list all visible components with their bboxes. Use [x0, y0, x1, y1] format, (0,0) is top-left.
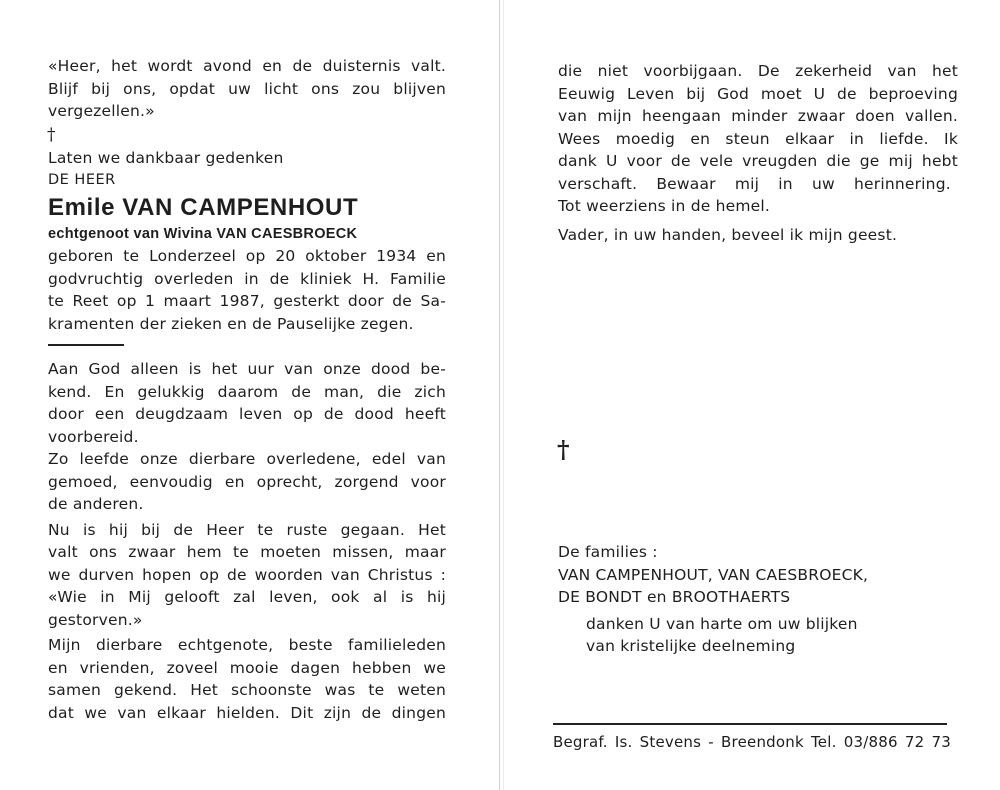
- text-line: gemoed, eenvoudig en oprecht, zorgend voor: [48, 472, 446, 491]
- left-column: [48, 55, 446, 724]
- text-line: we durven hopen op de woorden van Christus :: [48, 565, 446, 584]
- text-line: Aan God alleen is het uur van onze dood be-: [48, 360, 446, 378]
- text-line: Eeuwig Leven bij God moet U de beproeving: [558, 84, 958, 103]
- text-line: Nu is hij bij de Heer te ruste gegaan. Het: [48, 520, 446, 539]
- cross-icon: †: [47, 124, 56, 145]
- cross-icon: †: [557, 435, 570, 464]
- text-line: gestorven.»: [48, 610, 143, 629]
- left-page: [0, 0, 497, 790]
- text-line: voorbereid.: [48, 427, 139, 446]
- remember-line: Laten we dankbaar gedenken: [48, 148, 284, 167]
- families-names: VAN CAMPENHOUT, VAN CAESBROECK,: [558, 565, 869, 584]
- text-line: door een deugdzaam leven op de dood heeft: [48, 405, 446, 423]
- families-names: DE BONDT en BROOTHAERTS: [558, 588, 791, 606]
- paragraph-3: [48, 519, 446, 632]
- quote-line: Blijf bij ons, opdat uw licht ons zou blijven: [48, 79, 446, 98]
- right-column: [558, 60, 958, 464]
- detail-line: kramenten der zieken en de Pauselijke zegen.: [48, 314, 414, 333]
- families-block: [558, 541, 958, 658]
- text-line: kend. En gelukkig daarom de man, die zich: [48, 382, 446, 401]
- card-fold-shadow: [503, 0, 504, 790]
- paragraph-2: [48, 448, 446, 516]
- thanks-line: van kristelijke deelneming: [586, 637, 796, 655]
- text-line: Mijn dierbare echtgenote, beste familieleden: [48, 636, 446, 654]
- paragraph-1: [48, 358, 446, 448]
- detail-line: te Reet op 1 maart 1987, gesterkt door de Sa-: [48, 292, 446, 310]
- text-line: valt ons zwaar hem te moeten missen, maar: [48, 543, 446, 561]
- text-line: van mijn heengaan minder zwaar doen vallen.: [558, 107, 958, 125]
- birth-death-details: [48, 245, 446, 335]
- quote-line: vergezellen.»: [48, 102, 155, 120]
- families-label: De families :: [558, 543, 658, 561]
- footer-divider: [553, 723, 947, 725]
- text-line: en vrienden, zoveel mooie dagen hebben we: [48, 658, 446, 677]
- text-line: Wees moedig en steun elkaar in liefde. Ik: [558, 129, 958, 148]
- quote-line: «Heer, het wordt avond en de duisternis valt.: [48, 57, 446, 75]
- text-line: de anderen.: [48, 495, 144, 513]
- text-line: samen gekend. Het schoonste was te weten: [48, 681, 446, 699]
- spouse-line: echtgenoot van Wivina VAN CAESBROECK: [48, 226, 358, 242]
- detail-line: geboren te Londerzeel op 20 oktober 1934 en: [48, 247, 446, 265]
- thanks-line: danken U van harte om uw blijken: [586, 614, 858, 633]
- title-de-heer: DE HEER: [48, 172, 116, 188]
- text-line: dank U voor de vele vreugden die ge mij hebt: [558, 152, 958, 170]
- text-line: verschaft. Bewaar mij in uw herinnering.: [558, 174, 951, 193]
- text-line: «Wie in Mij gelooft zal leven, ook al is hij: [48, 588, 446, 606]
- farewell-line: Tot weerziens in de hemel.: [558, 197, 771, 215]
- card-fold-line: [499, 0, 500, 790]
- continued-text: [558, 60, 958, 195]
- opening-quote: [48, 55, 446, 123]
- paragraph-4: [48, 634, 446, 724]
- text-line: die niet voorbijgaan. De zekerheid van het: [558, 62, 958, 80]
- text-line: Zo leefde onze dierbare overledene, edel van: [48, 450, 446, 468]
- last-words: Vader, in uw handen, beveel ik mijn geest.: [558, 225, 898, 244]
- text-line: dat we van elkaar hielden. Dit zijn de dingen: [48, 703, 446, 722]
- printer-imprint: Begraf. Is. Stevens - Breendonk Tel. 03/886 72 73: [553, 733, 951, 751]
- right-page: [505, 0, 1000, 790]
- divider: [48, 344, 124, 346]
- deceased-name: Emile VAN CAMPENHOUT: [48, 194, 359, 221]
- detail-line: godvruchtig overleden in de kliniek H. Familie: [48, 269, 446, 288]
